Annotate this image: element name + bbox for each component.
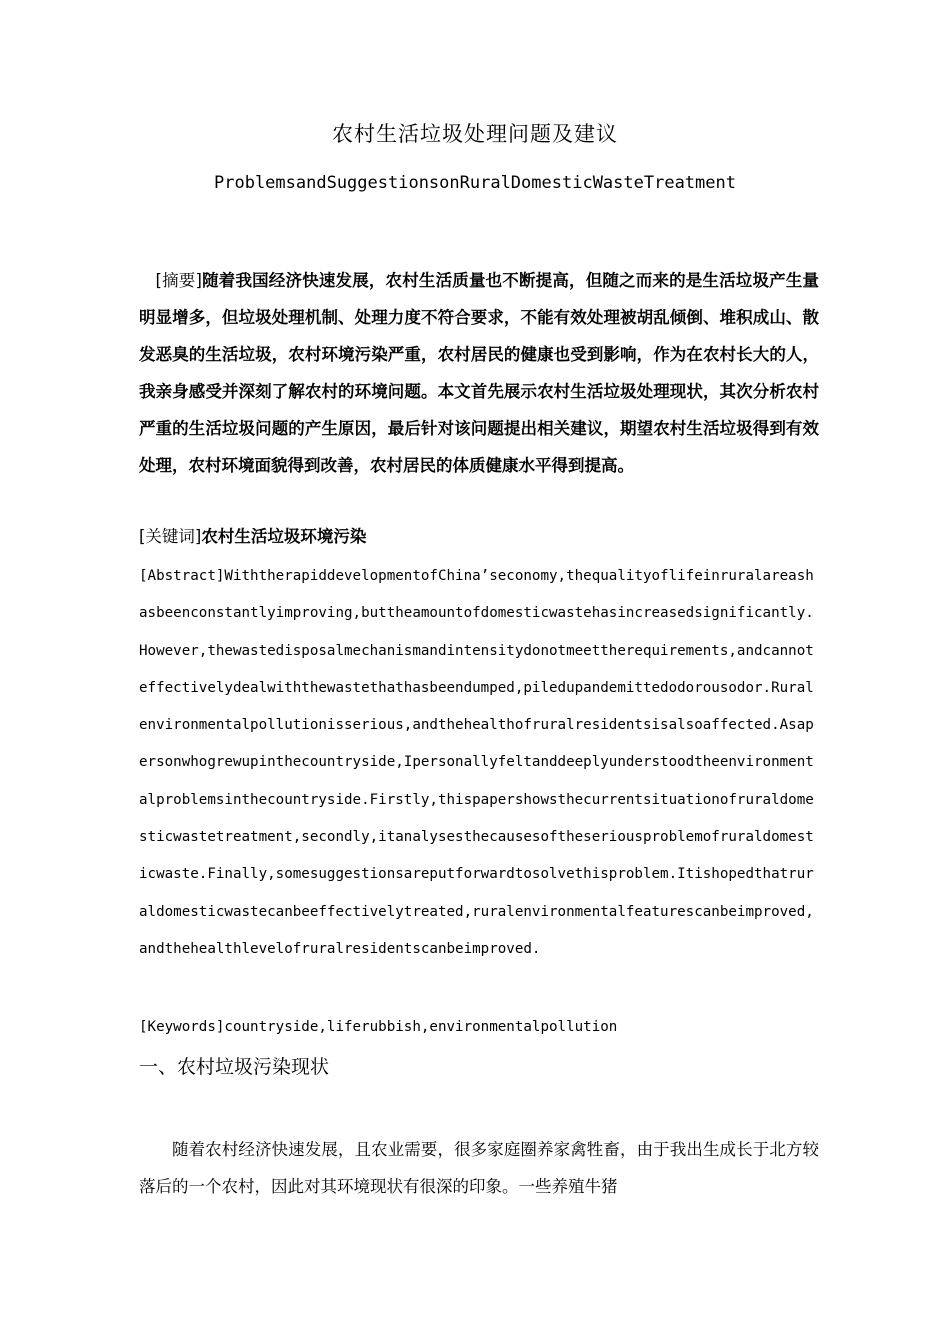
- abstract-zh: [139, 262, 819, 484]
- document-subtitle-en: ProblemsandSuggestionsonRuralDomesticWasteTreatment: [214, 173, 736, 193]
- keywords-zh-tag: [关键词]: [139, 527, 202, 546]
- abstract-en: [Abstract]WiththerapiddevelopmentofChina’seconomy,thequalityoflifeinruralareashasbeenconstantlyimproving,buttheamountofdomesticwastehasincreasedsignificantly.However,thewastedisposalmechanismandintensitydonotmeettherequirements,andcannoteffectivelydealwiththewastethathasbeendumped,piledupandemittedodorousodor.Ruralenvironmentalpollutionisserious,andthehealthofruralresidentsisalsoaffected.Asapersonwhogrewupinthecountryside,Ipersonallyfeltanddeeplyunderstoodtheenvironmentalproblemsinthecountryside.Firstly,thispapershowsthecurrentsituationofruraldomesticwastetreatment,secondly,itanalysesthecausesoftheseriousproblemofruraldomesticwaste.Finally,somesuggestionsareputforwardtosolvethisproblem.Itishopedthatruraldomesticwastecanbeeffectivelytreated,ruralenvironmentalfeaturescanbeimproved,andthehealthlevelofruralresidentscanbeimproved.: [139, 568, 814, 957]
- abstract-zh-text: 随着我国经济快速发展，农村生活质量也不断提高，但随之而来的是生活垃圾产生量明显增多，但垃圾处理机制、处理力度不符合要求，不能有效处理被胡乱倾倒、堆积成山、散发恶臭的生活垃圾，农村环境污染严重，农村居民的健康也受到影响，作为在农村长大的人，我亲身感受并深刻了解农村的环境问题。本文首先展示农村生活垃圾处理现状，其次分析农村严重的生活垃圾问题的产生原因，最后针对该问题提出相关建议，期望农村生活垃圾得到有效处理，农村环境面貌得到改善，农村居民的体质健康水平得到提高。: [139, 271, 820, 475]
- keywords-en: [Keywords]countryside,liferubbish,environmentalpollution: [139, 1019, 618, 1035]
- body-paragraph: 随着农村经济快速发展，且农业需要，很多家庭圈养家禽牲畜，由于我出生成长于北方较落后的一个农村，因此对其环境现状有很深的印象。一些养殖牛猪: [139, 1140, 819, 1196]
- abstract-zh-tag: [摘要]: [155, 271, 202, 290]
- keywords-zh: [139, 522, 819, 552]
- keywords-zh-text: 农村生活垃圾环境污染: [201, 527, 367, 546]
- section-heading: 一、农村垃圾污染现状: [139, 1056, 330, 1078]
- document-title: 农村生活垃圾处理问题及建议: [332, 122, 618, 146]
